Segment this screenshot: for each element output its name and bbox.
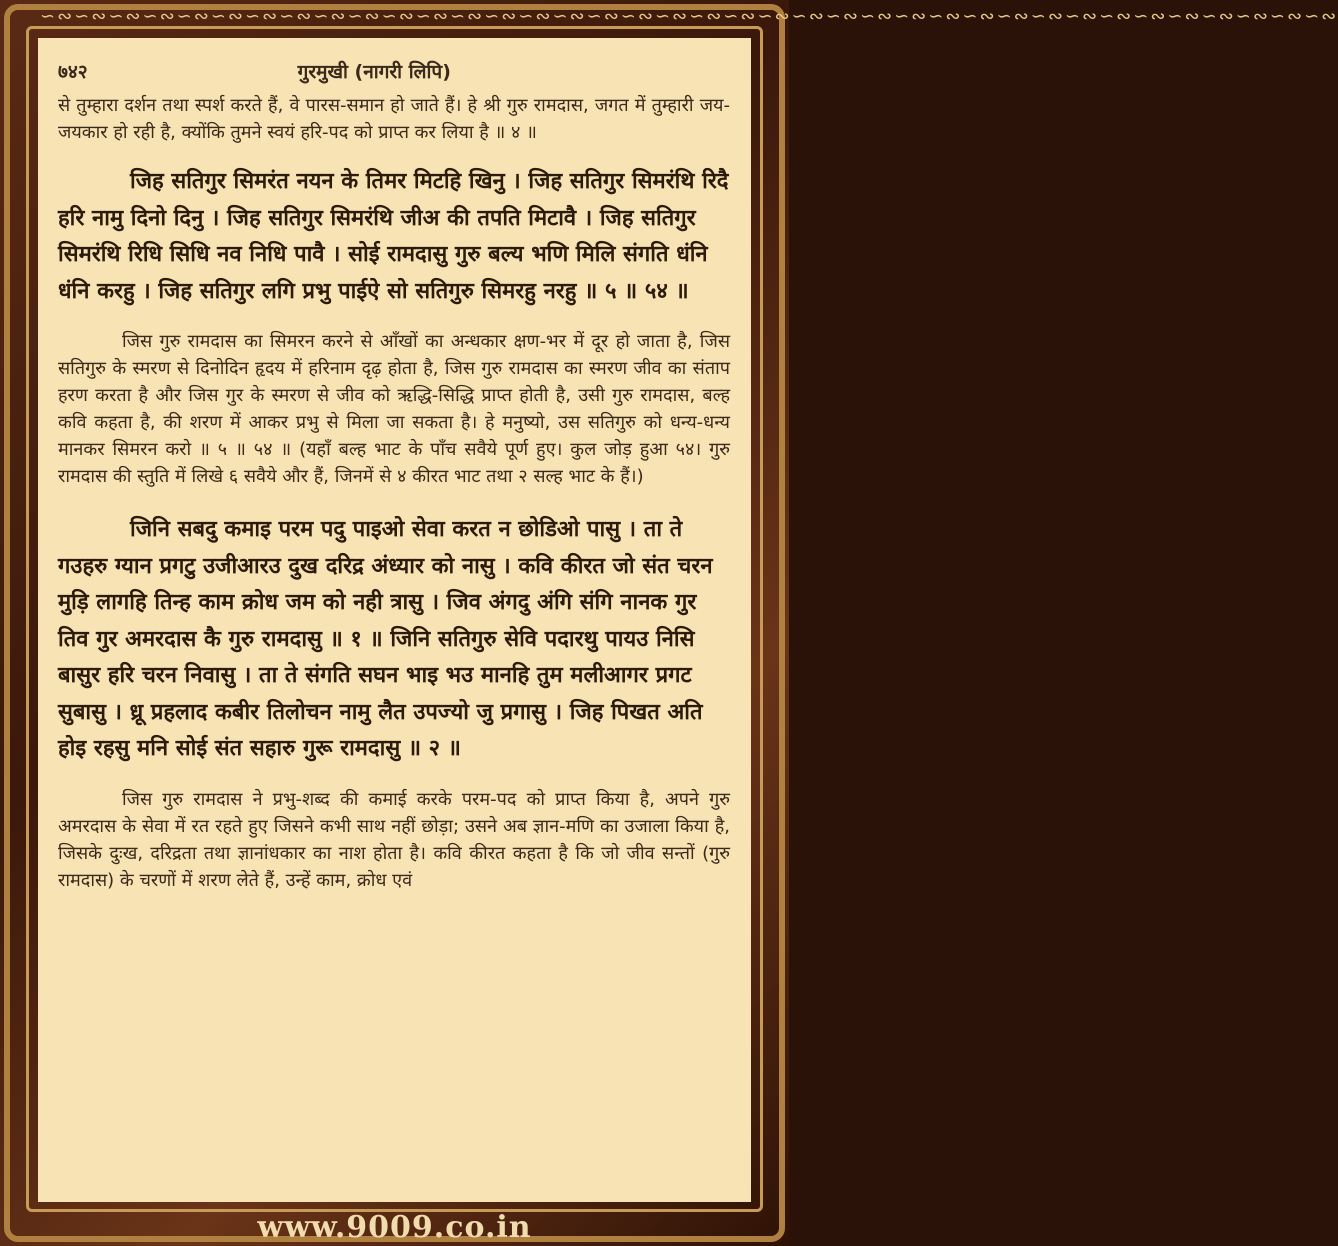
page-title: गुरमुखी (नागरी लिपि) <box>297 61 451 83</box>
top-scroll-ornament: ∽∾∽∾∽∾∽∾∽∾∽∾∽∾∽∾∽∾∽∾∽∾∽∾∽∾∽∾∽∾∽∾∽∾∽∾∽∾∽∾∽∾∽∾∽∾∽∾∽∾∽∾∽∾∽∾∽∾∽∾∽∾∽∾∽∾∽∾∽∾∽∾∽∾∽∾ <box>40 6 1338 27</box>
page-header <box>58 58 730 92</box>
paragraph-3: जिस गुरु रामदास ने प्रभु-शब्द की कमाई करके परम-पद को प्राप्त किया है, अपने गुरु अमरदास के सेवा में रत रहते हुए जिसने कभी साथ नहीं छोड़ा; उसने अब ज्ञान-मणि का उजाला किया है, जिसके दुःख, दरिद्रता तथा ज्ञानांधकार का नाश होता है। कवि कीरत कहता है कि जो जीव सन्तों (गुरु रामदास) के चरणों में शरण लेते हैं, उन्हें काम, क्रोध एवं <box>58 788 730 891</box>
page-number: ७४२ <box>58 61 88 83</box>
verse-block-1: जिह सतिगुर सिमरंत नयन के तिमर मिटहि खिनु । जिह सतिगुर सिमरंथि रिदै हरि नामु दिनो दिनु । जिह सतिगुर सिमरंथि जीअ की तपति मिटावै । जिह सतिगुर सिमरंथि रिधि सिधि नव निधि पावै । सोई रामदासु गुरु बल्य भणि मिलि संगति धंनि धंनि करहु । जिह सतिगुर लगि प्रभु पाईऐ सो सतिगुरु सिमरहु नरहु ॥ ५ ॥ ५४ ॥ <box>58 169 729 304</box>
paragraph-2: जिस गुरु रामदास का सिमरन करने से आँखों का अन्धकार क्षण-भर में दूर हो जाता है, जिस सतिगुरु के स्मरण से दिनोदिन हृदय में हरिनाम दृढ़ होता है, जिस गुरु रामदास का स्मरण जीव का संताप हरण करता है और जिस गुर के स्मरण से जीव को ऋद्धि-सिद्धि प्राप्त होती है, उसी गुरु रामदास, बल्ह कवि कहता है, की शरण में आकर प्रभु से मिला जा सकता है। हे मनुष्यो, उस सतिगुरु को धन्य-धन्य मानकर सिमरन करो ॥ ५ ॥ ५४ ॥ (यहाँ बल्ह भाट के पाँच सवैये पूर्ण हुए। कुल जोड़ हुआ ५४। गुरु रामदास की स्तुति में लिखे ६ सवैये और हैं, जिनमें से ४ कीरत भाट तथा २ सल्ह भाट के हैं।) <box>58 331 730 487</box>
verse-block-2: जिनि सबदु कमाइ परम पदु पाइओ सेवा करत न छोडिओ पासु । ता ते गउहरु ग्यान प्रगटु उजीआरउ दुख दरिद्र अंध्यार को नासु । कवि कीरत जो संत चरन मुड़ि लागहि तिन्ह काम क्रोध जम को नही त्रासु । जिव अंगदु अंगि संगि नानक गुर तिव गुर अमरदास कै गुरु रामदासु ॥ १ ॥ जिनि सतिगुरु सेवि पदारथु पायउ निसि बासुर हरि चरन निवासु । ता ते संगति सघन भाइ भउ मानहि तुम मलीआगर प्रगट सुबासु । ध्रू प्रहलाद कबीर तिलोचन नामु लैत उपज्यो जु प्रगासु । जिह पिखत अति होइ रहसु मनि सोई संत सहारु गुरू रामदासु ॥ २ ॥ <box>58 517 713 761</box>
paragraph-1: से तुम्हारा दर्शन तथा स्पर्श करते हैं, वे पारस-समान हो जाते हैं। हे श्री गुरु रामदास, जगत में तुम्हारी जय-जयकार हो रही है, क्योंकि तुमने स्वयं हरि-पद को प्राप्त कर लिया है ॥ ४ ॥ <box>58 95 730 143</box>
page-content <box>58 58 730 894</box>
footer-website-url: www.9009.co.in <box>257 1210 532 1245</box>
